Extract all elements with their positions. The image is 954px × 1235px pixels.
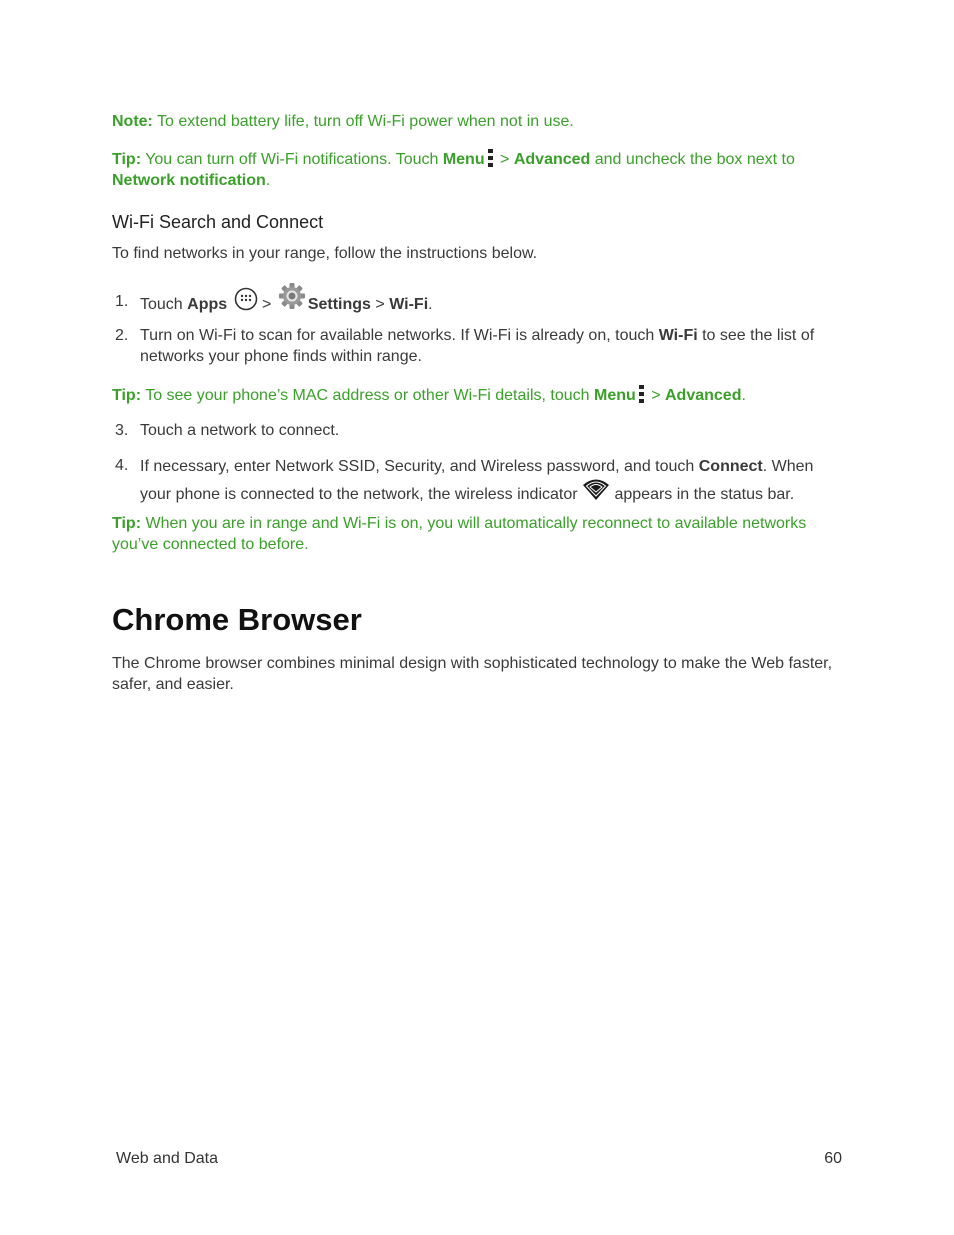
apps-label: Apps [187, 296, 228, 313]
footer-section-name: Web and Data [116, 1150, 218, 1167]
step-text: . [428, 296, 433, 313]
note-paragraph [112, 111, 842, 132]
step-text: Touch [140, 296, 188, 313]
step-text: . When your phone is connected to the network, the wireless indicator [140, 458, 814, 503]
intro-paragraph: To find networks in your range, follow the instructions below. [112, 245, 538, 262]
menu-label: Menu [442, 151, 485, 168]
tip-mac-address [112, 385, 842, 406]
step-text: If necessary, enter Network SSID, Security, and Wireless password, and touch [140, 458, 699, 475]
step-number: 3. [115, 422, 129, 439]
step-text: to see the list of networks your phone finds within range. [140, 327, 815, 365]
tip-text: . [265, 172, 271, 189]
tip-text: You can turn off Wi-Fi notifications. Touch [141, 151, 443, 168]
network-notification-label: Network notification [112, 172, 266, 189]
tip-text: When you are in range and Wi-Fi is on, you will automatically reconnect to available networks you’ve connected to before. [112, 515, 807, 553]
footer-page-number: 60 [824, 1150, 842, 1167]
menu-icon [639, 385, 644, 403]
step-number: 1. [115, 293, 129, 310]
tip-text: and uncheck the box next to [590, 151, 795, 168]
tip-label: Tip: [112, 151, 142, 168]
separator: > [495, 151, 514, 168]
step-text: appears in the status bar. [610, 486, 795, 503]
menu-icon [488, 149, 493, 167]
tip-label: Tip: [112, 515, 142, 532]
step-1 [140, 282, 845, 323]
step-2 [140, 325, 845, 367]
wifi-label: Wi-Fi [658, 327, 698, 344]
advanced-label: Advanced [665, 387, 742, 404]
advanced-label: Advanced [513, 151, 591, 168]
step-3: Touch a network to connect. [140, 422, 340, 439]
settings-label: Settings [307, 296, 371, 313]
chrome-paragraph: The Chrome browser combines minimal design with sophisticated technology to make the Web faster, safer, and easier. [112, 655, 833, 693]
settings-gear-icon [276, 282, 308, 312]
wifi-label: Wi-Fi [389, 296, 429, 313]
note-text: To extend battery life, turn off Wi-Fi power when not in use. [152, 113, 574, 130]
section-heading: Wi-Fi Search and Connect [112, 212, 324, 232]
tip-reconnect [112, 513, 842, 555]
tip-label: Tip: [112, 387, 142, 404]
tip-notifications [112, 149, 842, 191]
tip-text: To see your phone’s MAC address or other Wi-Fi details, touch [141, 387, 594, 404]
menu-label: Menu [593, 387, 636, 404]
connect-label: Connect [698, 458, 763, 475]
apps-icon [234, 287, 258, 311]
separator: > [646, 387, 665, 404]
step-number: 4. [115, 457, 129, 474]
note-label: Note: [112, 113, 153, 130]
step-number: 2. [115, 327, 129, 344]
wifi-indicator-icon [582, 479, 610, 501]
chrome-browser-heading: Chrome Browser [112, 602, 362, 637]
separator: > [257, 296, 276, 313]
separator: > [370, 296, 390, 313]
step-4 [140, 455, 845, 507]
tip-text: . [741, 387, 746, 404]
step-text: Turn on Wi-Fi to scan for available networks. If Wi-Fi is already on, touch [140, 327, 659, 344]
